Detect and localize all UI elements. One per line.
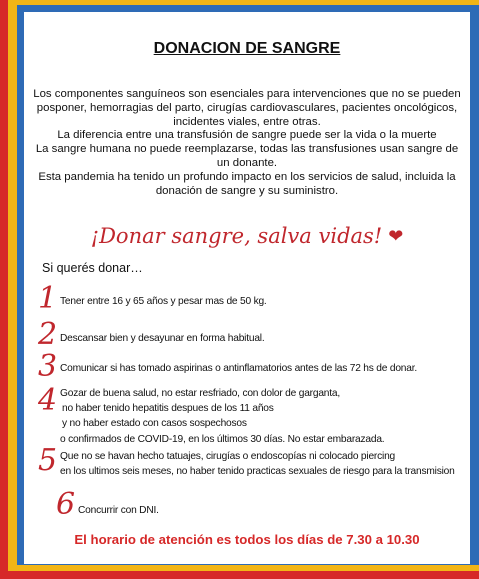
requirement-line: Tener entre 16 y 65 años y pesar mas de 50 kg. <box>60 296 267 307</box>
requirement-number: 1 <box>38 281 58 316</box>
page-title: DONACION DE SANGRE <box>153 40 341 57</box>
slogan <box>24 224 470 248</box>
requirement-line: Descansar bien y desayunar en forma habitual. <box>60 333 265 344</box>
requirement-line: o confirmados de COVID-19, en los últimos 30 días. No estar embarazada. <box>60 433 385 445</box>
requirement-line: y no haber estado con casos sospechosos <box>62 418 247 430</box>
requirement-line: Concurrir con DNI. <box>78 505 159 516</box>
intro-paragraph-1: Los componentes sanguíneos son esenciales para intervenciones que no se pueden posponer, hemorragias del parto, cirugías cardiovasculares, pacientes oncológicos, incidentes viales, entre otras. <box>33 88 461 128</box>
slogan-text: ¡Donar sangre, salva vidas! <box>90 224 383 248</box>
requirement-number: 2 <box>38 317 58 352</box>
intro-paragraph-4: Esta pandemia ha tenido un profundo impacto en los servicios de salud, incluida la donación de sangre y su suministro. <box>38 170 456 197</box>
requirement-text <box>60 331 265 346</box>
requirement-line: Comunicar si has tomado aspirinas o antinflamatorios antes de las 72 hs de donar. <box>60 363 417 374</box>
requirement-number: 4 <box>38 383 58 418</box>
requirement-line: Que no se havan hecho tatuajes, cirugías o endoscopías ni colocado piercing <box>60 451 396 462</box>
intro-text <box>28 88 466 198</box>
heart-icon: ❤ <box>388 226 404 247</box>
requirement-text <box>60 449 455 479</box>
requirement-text <box>60 386 384 447</box>
schedule-text: El horario de atención es todos los días de 7.30 a 10.30 <box>74 532 420 547</box>
requirement-line: no haber tenido hepatitis despues de los 11 años <box>62 403 274 415</box>
requirement-line: Gozar de buena salud, no estar resfriado, con dolor de garganta, <box>60 388 340 399</box>
requirement-text <box>60 294 267 309</box>
intro-paragraph-2: La diferencia entre una transfusión de sangre puede ser la vida o la muerte <box>57 129 437 142</box>
requirement-line: en los ultimos seis meses, no haber tenido practicas sexuales de riesgo para la transmision <box>60 466 455 478</box>
requirement-text <box>60 361 417 376</box>
requirement-number: 5 <box>38 443 58 478</box>
lead-text: Si querés donar… <box>42 261 143 275</box>
requirement-text <box>78 503 159 518</box>
intro-paragraph-3: La sangre humana no puede reemplazarse, todas las transfusiones usan sangre de un donante. <box>35 143 459 169</box>
requirement-number: 6 <box>56 487 76 522</box>
content-card <box>24 12 470 564</box>
requirement-number: 3 <box>38 349 58 384</box>
